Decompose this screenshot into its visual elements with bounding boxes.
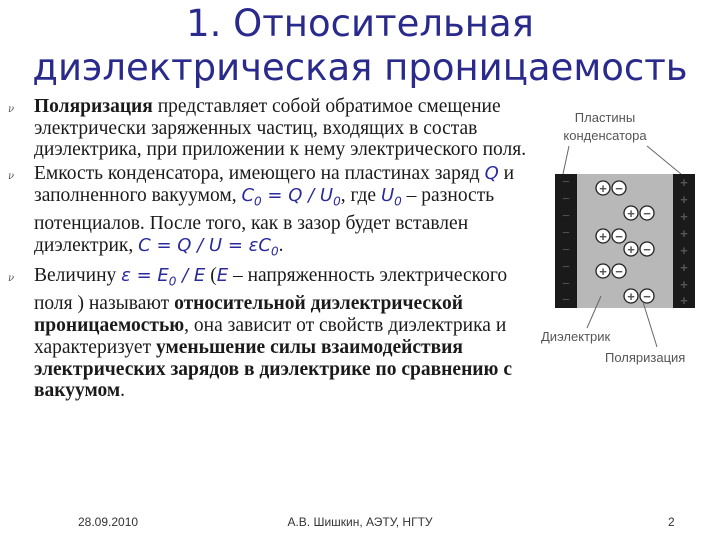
term-polarization: Поляризация xyxy=(34,96,153,117)
bullet-text: . xyxy=(120,380,126,402)
bullet-polarization xyxy=(8,96,533,161)
formula-sub: 0 xyxy=(168,274,177,289)
bullet-text: – напряженность электрического поля ) называют xyxy=(34,265,508,315)
pointer-line-left xyxy=(563,146,569,174)
bullet-text: ( xyxy=(205,265,217,287)
title-line-2: диэлектрическая проницаемость xyxy=(32,46,688,89)
minus-sign: − xyxy=(562,174,570,189)
formula-sub: 0 xyxy=(254,194,262,209)
formula-sub: 0 xyxy=(394,194,402,209)
dipole-minus: − xyxy=(615,264,623,279)
bullet-list xyxy=(8,96,533,404)
dipole-plus: + xyxy=(627,289,635,304)
pointer-line-polarization xyxy=(643,302,657,347)
plus-sign: + xyxy=(680,192,688,207)
dipole-minus: − xyxy=(643,289,651,304)
minus-sign: − xyxy=(562,292,570,307)
bullet-text: и заполненного вакуумом, xyxy=(34,163,515,206)
dipole-minus: − xyxy=(643,242,651,257)
minus-sign: − xyxy=(562,225,570,240)
minus-sign: − xyxy=(562,242,570,257)
dipole-plus: + xyxy=(627,206,635,221)
formula-part: U xyxy=(380,184,395,206)
pointer-line-right xyxy=(647,146,681,174)
plus-sign: + xyxy=(680,260,688,275)
bullet-text: , где xyxy=(340,184,381,206)
bullet-text: представляет собой обратимое смещение электрически заряженных частиц, входящих в состав диэлектрика, при приложении к нему электрического поля. xyxy=(34,96,527,161)
minus-sign: − xyxy=(562,191,570,206)
label-polarization: Поляризация xyxy=(605,350,686,365)
footer-page-number: 2 xyxy=(668,515,675,529)
title-line-1: 1. Относительная xyxy=(186,2,534,45)
bullet-text: , она зависит от свойств диэлектрика и характеризует xyxy=(34,315,507,358)
bullet-text: Емкость конденсатора, имеющего на пластинах заряд xyxy=(34,163,485,185)
label-plates-line1: Пластины xyxy=(574,110,636,125)
symbol-u0 xyxy=(380,184,402,209)
label-plates-line2: конденсатора xyxy=(563,128,647,143)
bullet-marker: ν xyxy=(8,273,15,285)
formula-part: C xyxy=(241,184,255,206)
dipole-minus: − xyxy=(615,229,623,244)
minus-sign: − xyxy=(562,259,570,274)
bullet-marker: ν xyxy=(8,171,15,183)
formula-epsilon xyxy=(121,265,206,289)
formula-sub: 0 xyxy=(270,244,279,259)
bullet-text: . xyxy=(278,234,284,256)
term-force-reduction: уменьшение силы взаимодействия электрических зарядов в диэлектрике по сравнению с вакуумом xyxy=(34,336,512,402)
bullet-text: Величину xyxy=(34,265,122,287)
dipole-minus: − xyxy=(643,206,651,221)
plus-sign: + xyxy=(680,226,688,241)
plus-sign: + xyxy=(680,243,688,258)
formula-part: C = Q / U = εC xyxy=(138,234,271,256)
symbol-e: E xyxy=(216,265,229,287)
formula-part: ε = E xyxy=(121,265,169,287)
dipole-plus: + xyxy=(599,181,607,196)
plus-sign: + xyxy=(680,277,688,292)
bullet-capacitance xyxy=(8,163,533,263)
bullet-permittivity xyxy=(8,265,533,402)
footer-date: 28.09.2010 xyxy=(78,515,139,529)
formula-c xyxy=(138,234,279,259)
symbol-q: Q xyxy=(484,163,499,185)
dipole-minus: − xyxy=(615,181,623,196)
formula-part: / E xyxy=(176,265,206,287)
dipole-plus: + xyxy=(599,229,607,244)
formula-c0 xyxy=(241,184,341,209)
bullet-marker: ν xyxy=(8,104,15,115)
footer-author: А.В. Шишкин, АЭТУ, НГТУ xyxy=(287,515,433,529)
term-permittivity: относительной диэлектрической проницаемостью xyxy=(34,293,464,337)
formula-sub: 0 xyxy=(333,194,341,209)
plus-sign: + xyxy=(680,209,688,224)
plus-sign: + xyxy=(680,293,688,308)
capacitor-figure xyxy=(535,100,715,380)
bullet-text: – разность потенциалов. После того, как в зазор будет вставлен диэлектрик, xyxy=(34,184,495,256)
dipole-plus: + xyxy=(599,264,607,279)
dielectric-block xyxy=(577,174,673,308)
label-dielectric: Диэлектрик xyxy=(541,329,611,344)
minus-sign: − xyxy=(562,208,570,223)
plus-sign: + xyxy=(680,175,688,190)
formula-part: = Q / U xyxy=(261,184,334,206)
slide-title xyxy=(0,2,720,90)
minus-sign: − xyxy=(562,276,570,291)
dipole-plus: + xyxy=(627,242,635,257)
